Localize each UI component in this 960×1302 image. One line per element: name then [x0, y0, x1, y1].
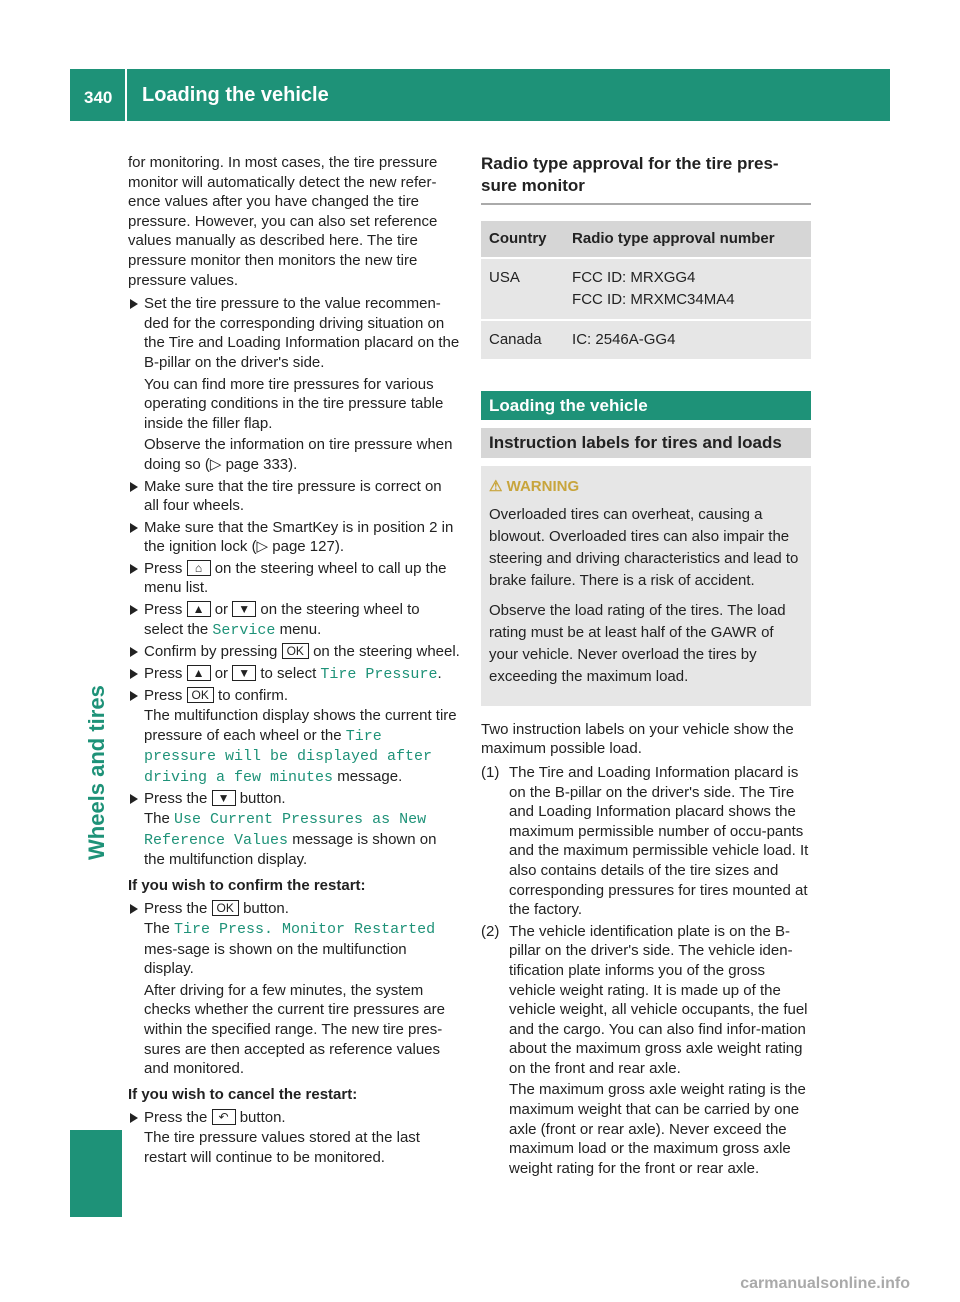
step-text: Set the tire pressure to the value recommen-ded for the corresponding driving situation on the Tire and Loading Information placard on the B-pillar on the driver's side. — [144, 295, 460, 371]
step-text: Press — [144, 559, 183, 577]
warning-text: Observe the load rating of the tires. The load rating must be at least half of the GAWR of your vehicle. Never overload the tires by exceeding the maximum load. — [489, 601, 786, 685]
table-cell-country: USA — [481, 259, 564, 319]
warning-title — [489, 476, 803, 498]
label-item — [481, 763, 811, 920]
watermark: carmanualsonline.info — [740, 1275, 910, 1292]
step-text: or — [214, 601, 229, 619]
table-cell-approval — [564, 259, 811, 319]
warning-box — [481, 466, 811, 706]
step-text: to select — [260, 664, 317, 682]
step-confirm — [128, 642, 460, 662]
step-text: message is shown on the multifunction display. — [144, 830, 437, 869]
step-text: on the steering wheel to select the — [144, 601, 420, 638]
step-text: button. — [239, 790, 286, 808]
step-text: button. — [243, 900, 289, 918]
step-set-pressure — [128, 294, 460, 372]
item-note: The maximum gross axle weight rating is the maximum weight that can be carried by one axle (front or rear axle). Never exceed the maximum load or the maximum gross axle weight rating for the front or rear axle. — [509, 1081, 806, 1177]
table-header-cell: Radio type approval number — [564, 221, 811, 257]
warning-triangle-icon: ⚠ — [489, 477, 503, 495]
header-divider — [125, 69, 127, 121]
subsection-title: Instruction labels for tires and loads — [481, 428, 811, 458]
section-title: Loading the vehicle — [481, 391, 811, 421]
step-text: Press the — [144, 900, 208, 918]
confirm-heading: If you wish to confirm the restart: — [128, 876, 366, 894]
step-text: . — [437, 664, 442, 682]
item-text: The Tire and Loading Information placard is on the B-pillar on the driver's side. The Tire and Loading Information placard shows the maximum permissible number of occu-pants and the maximum permissible vehicle load. It also contains details of the tire sizes and corresponding pressures for tires mounted at the factory. — [509, 763, 809, 919]
step-text: Make sure that the SmartKey is in position 2 in the ignition lock (▷ page 127). — [144, 518, 454, 556]
ok-key-icon: OK — [282, 643, 309, 659]
intro-text: for monitoring. In most cases, the tire pressure monitor will automatically detect the new refer-ence values after you have changed the tire pressure. However, you can also set reference values manually as described here. The tire pressure monitor then monitors the new tire pressure values. — [128, 154, 438, 289]
up-key-icon: ▲ — [187, 601, 211, 617]
step-text: mes-sage is shown on the multifunction display. — [144, 940, 407, 978]
table-cell-approval — [564, 321, 811, 359]
approval-line: FCC ID: MRXGG4 — [572, 268, 696, 286]
step-text: The multifunction display shows the current tire pressure of each wheel or the — [144, 707, 457, 744]
step-text: Press the — [144, 790, 208, 808]
step-text: Press — [144, 601, 183, 619]
labels-intro: Two instruction labels on your vehicle show the maximum possible load. — [481, 720, 794, 758]
radio-approval-heading: Radio type approval for the tire pres-sure monitor — [481, 154, 779, 195]
display-text: Use Current Pressures as New Reference Values — [144, 811, 427, 849]
label-item — [481, 922, 811, 1079]
display-text: Tire Press. Monitor Restarted — [174, 920, 436, 938]
home-key-icon: ⌂ — [187, 560, 211, 576]
approval-line: IC: 2546A-GG4 — [572, 330, 676, 348]
step-text: on the steering wheel. — [313, 643, 460, 661]
step-check-wheels — [128, 477, 460, 516]
step-text: Press the — [144, 1109, 208, 1127]
ok-key-icon: OK — [212, 900, 239, 916]
step-smartkey — [128, 518, 460, 557]
step-text: Make sure that the tire pressure is correct on all four wheels. — [144, 477, 442, 515]
step-note: After driving for a few minutes, the system checks whether the current tire pressures are within the specified range. The new tire pres-sures are then accepted as reference values and monitored. — [144, 981, 445, 1078]
step-cancel-restart — [128, 1108, 460, 1167]
step-confirm-restart — [128, 899, 460, 978]
step-select-service — [128, 600, 460, 640]
right-column — [481, 153, 811, 1182]
step-text: message. — [337, 767, 403, 785]
step-note: Observe the information on tire pressure when doing so (▷ page 333). — [144, 436, 453, 473]
step-text: The — [144, 919, 170, 937]
ok-key-icon: OK — [187, 687, 214, 703]
step-text: The — [144, 810, 170, 827]
approval-line: FCC ID: MRXMC34MA4 — [572, 290, 735, 308]
back-key-icon: ↶ — [212, 1109, 236, 1125]
cancel-heading: If you wish to cancel the restart: — [128, 1085, 358, 1103]
down-key-icon: ▼ — [232, 665, 256, 681]
warning-text: Overloaded tires can overheat, causing a blowout. Overloaded tires can also impair the steering and driving characteristics and lead to brake failure. There is a risk of accident. — [489, 505, 799, 589]
step-text: or — [214, 664, 229, 682]
side-tab-label: Wheels and tires — [84, 685, 109, 860]
item-number: (1) — [481, 763, 500, 781]
item-text: The vehicle identification plate is on the B-pillar on the driver's side. The vehicle iden-tification plate informs you of the gross vehicle weight rating. It is made up of the vehicle weight, all vehicle occupants, the fuel and the cargo. You can also find infor-mation about the maximum gross axle weight rating on the front and rear axle. — [509, 922, 808, 1077]
table-row — [481, 259, 811, 319]
up-key-icon: ▲ — [187, 665, 211, 681]
down-key-icon: ▼ — [232, 601, 256, 617]
table-row — [481, 321, 811, 359]
page-number: 340 — [84, 88, 113, 107]
step-press-down — [128, 789, 460, 869]
display-text: Service — [212, 621, 276, 639]
step-note: You can find more tire pressures for various operating conditions in the tire pressure table inside the filler flap. — [144, 375, 444, 432]
step-text: on the steering wheel to call up the menu list. — [144, 559, 447, 597]
step-press-ok — [128, 686, 460, 787]
table-header-row — [481, 221, 811, 257]
step-text: Confirm by pressing — [144, 643, 278, 661]
step-menu-list — [128, 559, 460, 598]
page-title: Loading the vehicle — [142, 84, 329, 106]
table-header-cell: Country — [481, 221, 564, 257]
heading-rule — [481, 203, 811, 205]
page-header — [70, 69, 890, 121]
radio-approval-table — [481, 219, 811, 361]
step-text: Press — [144, 664, 183, 682]
warning-label: WARNING — [506, 477, 580, 495]
item-number: (2) — [481, 922, 500, 940]
side-tab-block — [70, 1130, 122, 1217]
step-select-tire-pressure — [128, 664, 460, 685]
table-cell-country: Canada — [481, 321, 564, 359]
down-key-icon: ▼ — [212, 790, 236, 806]
left-column — [128, 153, 460, 1169]
step-text: menu. — [279, 620, 322, 638]
step-text: The tire pressure values stored at the last restart will continue to be monitored. — [144, 1128, 420, 1166]
step-text: Press — [144, 687, 183, 705]
step-text: button. — [239, 1109, 286, 1127]
display-text: Tire pressure will be displayed after driving a few minutes — [144, 727, 433, 786]
step-text: to confirm. — [218, 687, 289, 705]
display-text: Tire Pressure — [320, 665, 438, 683]
